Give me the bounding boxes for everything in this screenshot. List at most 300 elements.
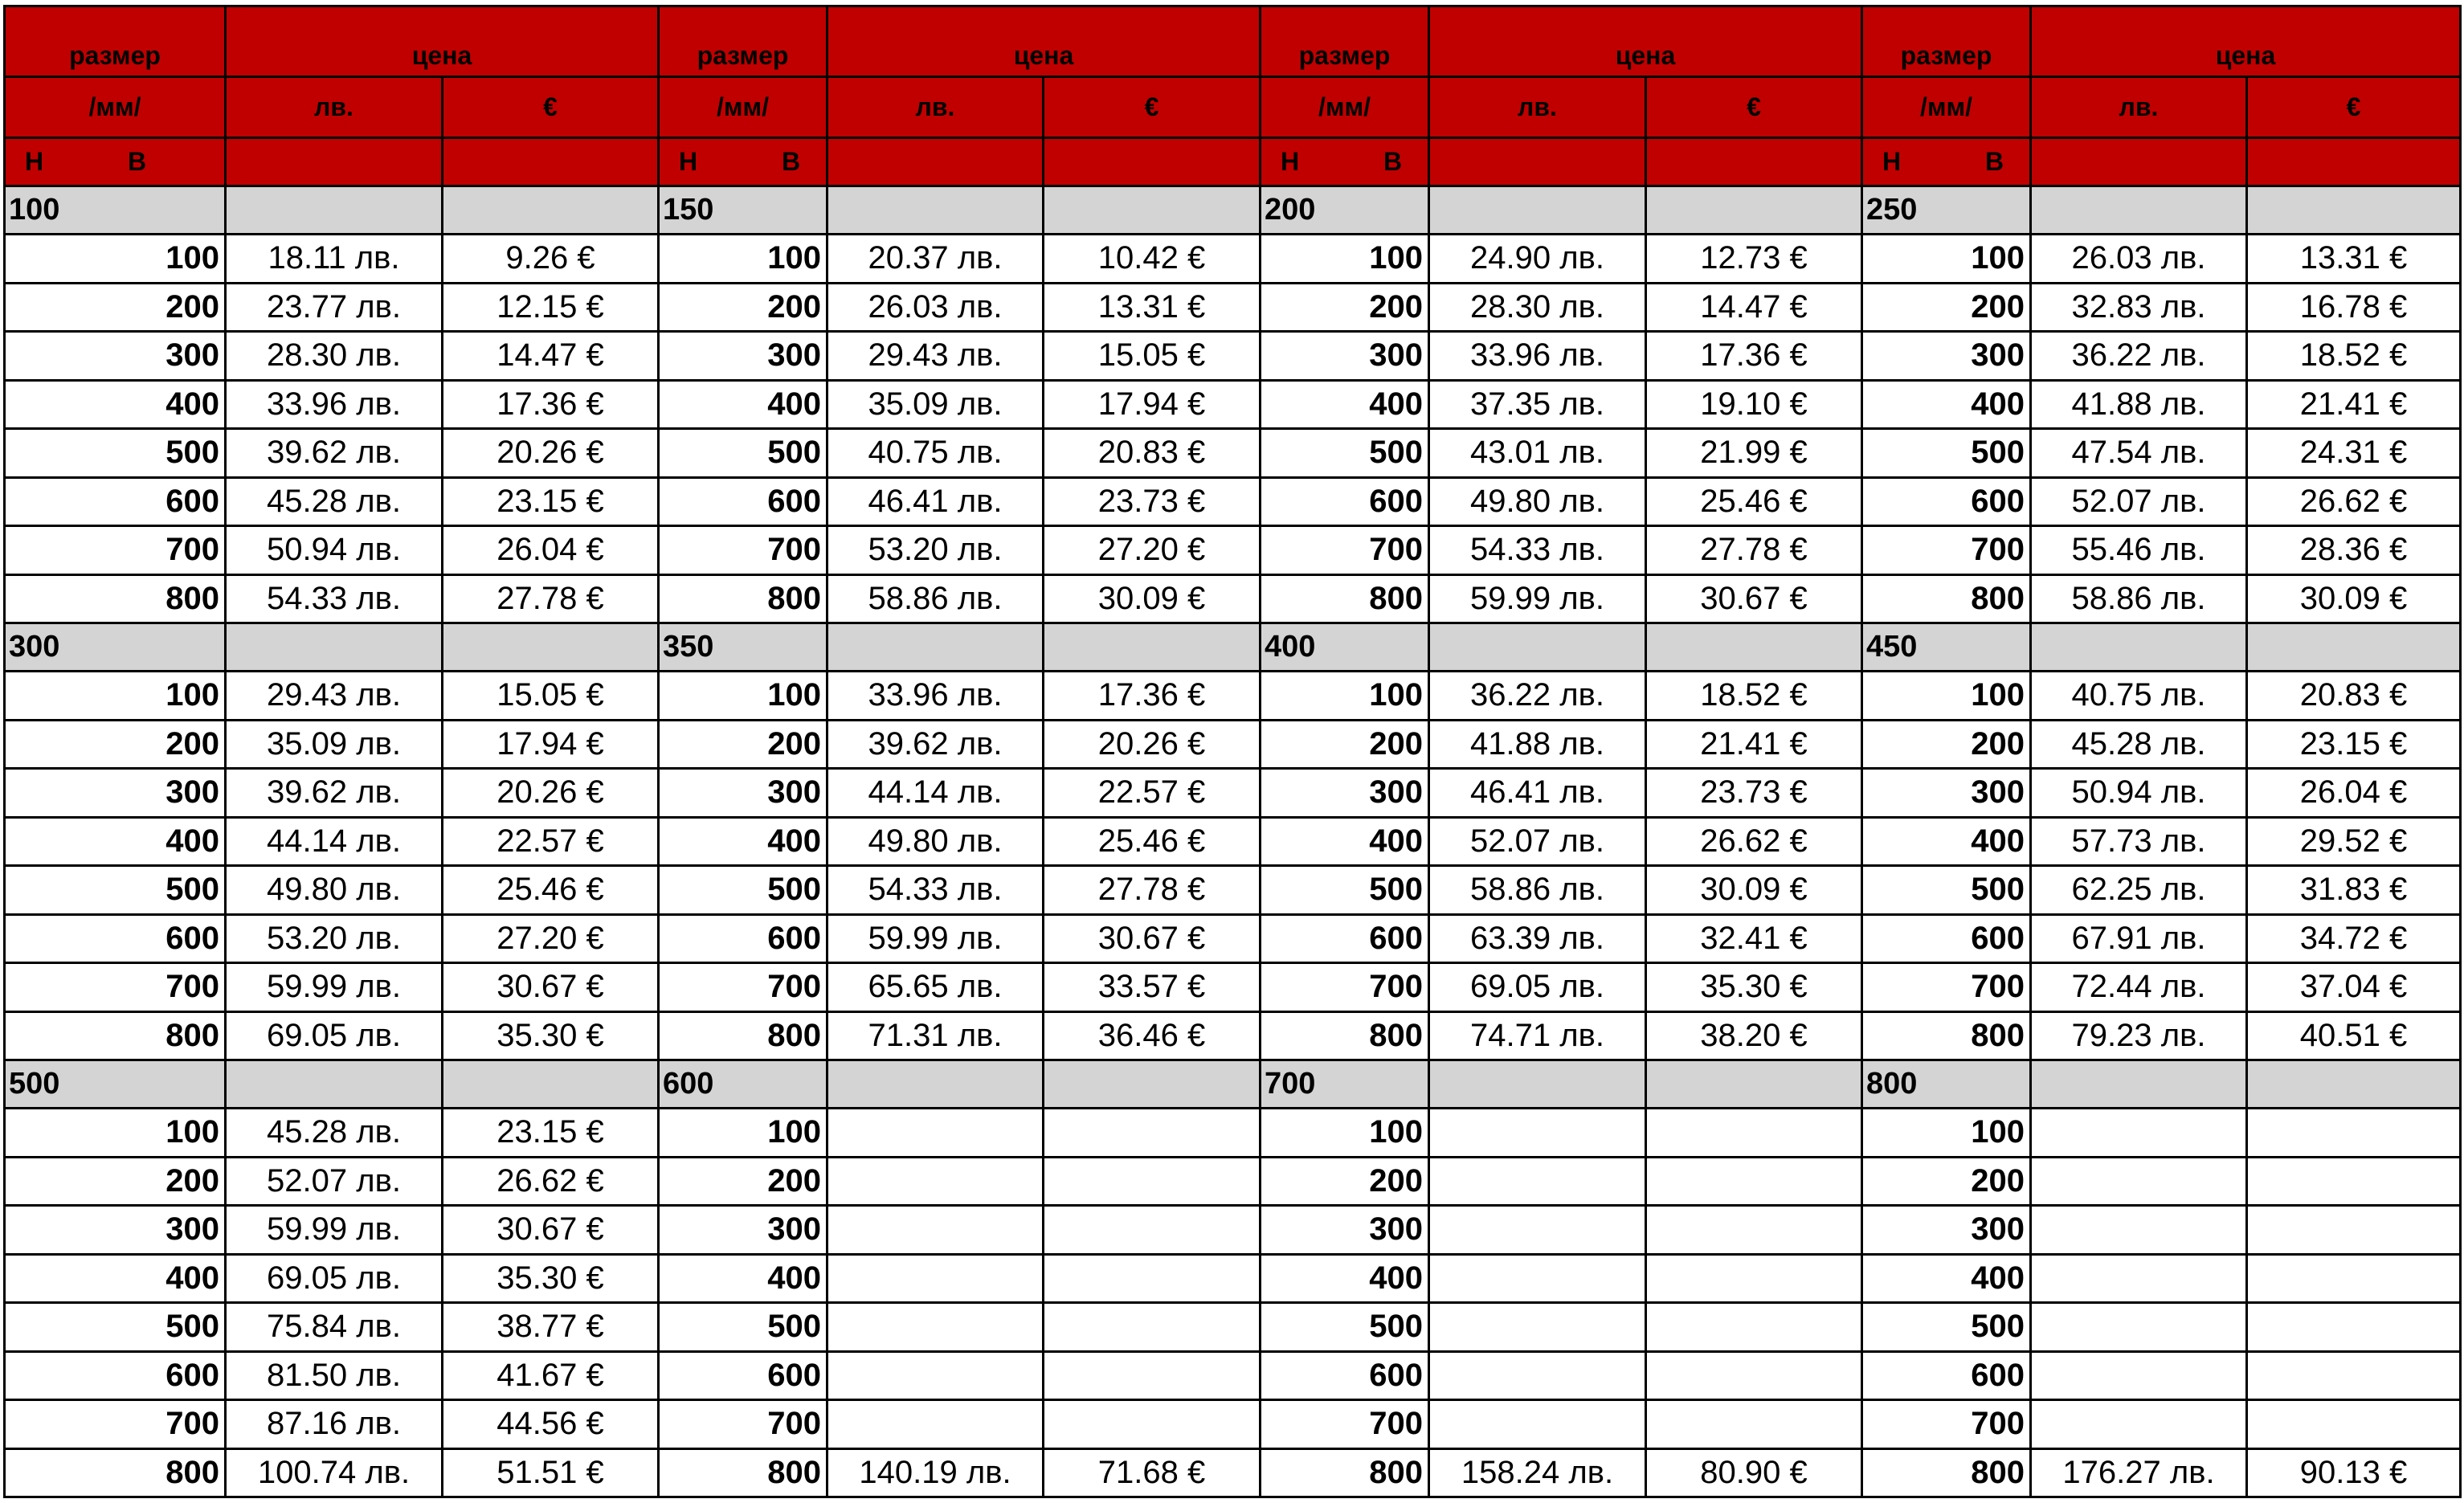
price-eur-cell <box>1044 1351 1261 1400</box>
price-header: цена <box>1429 6 1862 77</box>
height-cell: 700 <box>5 963 226 1012</box>
height-cell: 200 <box>1261 1157 1429 1206</box>
price-eur-cell <box>2247 1254 2461 1303</box>
price-eur-cell <box>1646 1206 1862 1255</box>
price-bgn-cell <box>2031 1109 2247 1158</box>
price-bgn-cell: 158.24 лв. <box>1429 1448 1646 1497</box>
price-bgn-cell: 49.80 лв. <box>827 817 1044 866</box>
price-bgn-cell <box>1429 1157 1646 1206</box>
price-bgn-cell: 52.07 лв. <box>2031 477 2247 526</box>
price-eur-cell <box>1044 1157 1261 1206</box>
price-eur-cell: 21.41 € <box>1646 720 1862 769</box>
table-row <box>5 1157 2461 1206</box>
price-bgn-cell: 45.28 лв. <box>2031 720 2247 769</box>
group-row <box>5 186 2461 235</box>
height-cell: 100 <box>659 1109 827 1158</box>
price-eur-cell: 27.78 € <box>443 574 659 623</box>
table-row <box>5 720 2461 769</box>
price-eur-cell: 15.05 € <box>1044 332 1261 381</box>
h-label: Н <box>1281 147 1300 176</box>
price-bgn-cell: 39.62 лв. <box>827 720 1044 769</box>
height-cell: 800 <box>1261 1448 1429 1497</box>
table-row <box>5 672 2461 721</box>
height-cell: 800 <box>659 1011 827 1060</box>
height-cell: 800 <box>659 574 827 623</box>
group-row <box>5 1060 2461 1109</box>
height-cell: 500 <box>1862 429 2031 478</box>
size-header: размер <box>1261 6 1429 77</box>
price-eur-cell: 80.90 € <box>1646 1448 1862 1497</box>
height-cell: 100 <box>1862 235 2031 284</box>
price-eur-cell: 18.52 € <box>2247 332 2461 381</box>
unit-header: /мм/ <box>1261 77 1429 138</box>
price-bgn-cell <box>827 1109 1044 1158</box>
price-eur-cell: 14.47 € <box>1646 283 1862 332</box>
price-bgn-cell: 100.74 лв. <box>226 1448 443 1497</box>
price-bgn-cell <box>2031 1206 2247 1255</box>
width-label: 600 <box>659 1060 827 1109</box>
price-eur-cell: 21.41 € <box>2247 380 2461 429</box>
height-cell: 100 <box>5 235 226 284</box>
price-eur-cell <box>2247 1400 2461 1449</box>
height-cell: 400 <box>659 380 827 429</box>
height-cell: 600 <box>5 477 226 526</box>
price-bgn-cell: 45.28 лв. <box>226 477 443 526</box>
price-eur-cell: 30.67 € <box>443 1206 659 1255</box>
price-eur-cell <box>1646 1254 1862 1303</box>
price-eur-cell: 25.46 € <box>1646 477 1862 526</box>
price-bgn-cell <box>827 1303 1044 1352</box>
price-eur-cell: 51.51 € <box>443 1448 659 1497</box>
hv-header <box>659 138 827 186</box>
height-cell: 700 <box>1261 963 1429 1012</box>
price-eur-cell: 17.94 € <box>1044 380 1261 429</box>
h-label: Н <box>679 147 698 176</box>
height-cell: 200 <box>5 283 226 332</box>
price-bgn-cell: 74.71 лв. <box>1429 1011 1646 1060</box>
price-eur-cell: 31.83 € <box>2247 866 2461 915</box>
unit-header: /мм/ <box>659 77 827 138</box>
height-cell: 500 <box>1261 1303 1429 1352</box>
height-cell: 700 <box>1862 526 2031 575</box>
price-bgn-cell: 63.39 лв. <box>1429 914 1646 963</box>
height-cell: 500 <box>5 429 226 478</box>
price-bgn-cell: 40.75 лв. <box>2031 672 2247 721</box>
height-cell: 300 <box>5 769 226 818</box>
price-eur-cell: 27.20 € <box>443 914 659 963</box>
price-eur-cell: 18.52 € <box>1646 672 1862 721</box>
height-cell: 500 <box>5 866 226 915</box>
price-eur-cell: 12.73 € <box>1646 235 1862 284</box>
price-bgn-cell: 58.86 лв. <box>1429 866 1646 915</box>
price-bgn-cell: 50.94 лв. <box>2031 769 2247 818</box>
table-row <box>5 1206 2461 1255</box>
price-eur-cell <box>1044 1303 1261 1352</box>
width-label: 200 <box>1261 186 1429 235</box>
height-cell: 300 <box>659 769 827 818</box>
price-eur-cell: 13.31 € <box>1044 283 1261 332</box>
price-bgn-cell <box>827 1206 1044 1255</box>
header-row-units <box>5 77 2461 138</box>
price-eur-cell: 13.31 € <box>2247 235 2461 284</box>
price-eur-cell: 12.15 € <box>443 283 659 332</box>
height-cell: 600 <box>1261 914 1429 963</box>
width-label: 700 <box>1261 1060 1429 1109</box>
price-eur-cell <box>1044 1400 1261 1449</box>
height-cell: 700 <box>1862 963 2031 1012</box>
height-cell: 500 <box>659 1303 827 1352</box>
price-bgn-cell: 35.09 лв. <box>226 720 443 769</box>
price-eur-cell: 40.51 € <box>2247 1011 2461 1060</box>
hv-header <box>1862 138 2031 186</box>
size-header: размер <box>1862 6 2031 77</box>
price-bgn-cell: 140.19 лв. <box>827 1448 1044 1497</box>
price-bgn-cell: 69.05 лв. <box>1429 963 1646 1012</box>
price-bgn-cell <box>2031 1400 2247 1449</box>
height-cell: 500 <box>659 866 827 915</box>
price-eur-cell: 23.15 € <box>2247 720 2461 769</box>
bgn-header: лв. <box>827 77 1044 138</box>
price-eur-cell: 33.57 € <box>1044 963 1261 1012</box>
height-cell: 300 <box>1862 1206 2031 1255</box>
height-cell: 300 <box>5 1206 226 1255</box>
price-eur-cell: 30.09 € <box>1646 866 1862 915</box>
height-cell: 100 <box>659 672 827 721</box>
height-cell: 100 <box>5 672 226 721</box>
height-cell: 400 <box>5 817 226 866</box>
price-bgn-cell: 79.23 лв. <box>2031 1011 2247 1060</box>
price-bgn-cell: 59.99 лв. <box>827 914 1044 963</box>
price-bgn-cell: 41.88 лв. <box>1429 720 1646 769</box>
price-bgn-cell: 41.88 лв. <box>2031 380 2247 429</box>
price-eur-cell: 34.72 € <box>2247 914 2461 963</box>
height-cell: 700 <box>659 963 827 1012</box>
width-label: 800 <box>1862 1060 2031 1109</box>
height-cell: 800 <box>1862 1448 2031 1497</box>
price-bgn-cell: 46.41 лв. <box>1429 769 1646 818</box>
height-cell: 300 <box>1261 1206 1429 1255</box>
price-bgn-cell: 53.20 лв. <box>827 526 1044 575</box>
price-bgn-cell <box>1429 1109 1646 1158</box>
width-label: 150 <box>659 186 827 235</box>
price-bgn-cell: 71.31 лв. <box>827 1011 1044 1060</box>
price-eur-cell: 32.41 € <box>1646 914 1862 963</box>
unit-header: /мм/ <box>1862 77 2031 138</box>
height-cell: 400 <box>659 1254 827 1303</box>
price-eur-cell: 30.09 € <box>2247 574 2461 623</box>
header-row-size-price <box>5 6 2461 77</box>
price-bgn-cell: 36.22 лв. <box>2031 332 2247 381</box>
price-bgn-cell: 49.80 лв. <box>226 866 443 915</box>
price-eur-cell <box>1044 1206 1261 1255</box>
table-row <box>5 1109 2461 1158</box>
width-label: 400 <box>1261 623 1429 672</box>
price-eur-cell: 30.67 € <box>1044 914 1261 963</box>
price-bgn-cell: 69.05 лв. <box>226 1254 443 1303</box>
price-bgn-cell: 33.96 лв. <box>1429 332 1646 381</box>
v-label: В <box>782 147 801 176</box>
table-row <box>5 1400 2461 1449</box>
price-bgn-cell <box>1429 1206 1646 1255</box>
price-eur-cell <box>1646 1351 1862 1400</box>
price-eur-cell: 20.26 € <box>1044 720 1261 769</box>
price-eur-cell: 20.26 € <box>443 429 659 478</box>
price-eur-cell: 10.42 € <box>1044 235 1261 284</box>
price-eur-cell <box>1646 1157 1862 1206</box>
price-eur-cell: 25.46 € <box>443 866 659 915</box>
price-eur-cell <box>2247 1157 2461 1206</box>
price-eur-cell: 26.62 € <box>1646 817 1862 866</box>
price-bgn-cell: 33.96 лв. <box>226 380 443 429</box>
height-cell: 400 <box>1261 380 1429 429</box>
height-cell: 300 <box>5 332 226 381</box>
table-row <box>5 1011 2461 1060</box>
height-cell: 400 <box>5 380 226 429</box>
height-cell: 500 <box>1261 429 1429 478</box>
price-bgn-cell <box>2031 1303 2247 1352</box>
price-bgn-cell <box>1429 1351 1646 1400</box>
price-eur-cell: 17.36 € <box>1044 672 1261 721</box>
price-eur-cell <box>2247 1206 2461 1255</box>
price-bgn-cell <box>1429 1254 1646 1303</box>
price-bgn-cell: 37.35 лв. <box>1429 380 1646 429</box>
price-header: цена <box>2031 6 2461 77</box>
height-cell: 500 <box>1862 1303 2031 1352</box>
price-bgn-cell: 69.05 лв. <box>226 1011 443 1060</box>
price-eur-cell <box>2247 1351 2461 1400</box>
price-eur-cell: 38.77 € <box>443 1303 659 1352</box>
price-eur-cell: 30.67 € <box>1646 574 1862 623</box>
price-bgn-cell: 40.75 лв. <box>827 429 1044 478</box>
height-cell: 200 <box>1862 283 2031 332</box>
price-eur-cell: 23.15 € <box>443 1109 659 1158</box>
height-cell: 400 <box>1261 1254 1429 1303</box>
height-cell: 400 <box>659 817 827 866</box>
table-row <box>5 914 2461 963</box>
height-cell: 700 <box>1862 1400 2031 1449</box>
table-row <box>5 963 2461 1012</box>
price-bgn-cell <box>2031 1351 2247 1400</box>
price-eur-cell: 22.57 € <box>443 817 659 866</box>
height-cell: 600 <box>1862 914 2031 963</box>
eur-header: € <box>1044 77 1261 138</box>
table-row <box>5 574 2461 623</box>
price-bgn-cell: 18.11 лв. <box>226 235 443 284</box>
height-cell: 400 <box>1862 817 2031 866</box>
price-eur-cell <box>1646 1303 1862 1352</box>
price-bgn-cell: 55.46 лв. <box>2031 526 2247 575</box>
price-bgn-cell: 28.30 лв. <box>226 332 443 381</box>
price-eur-cell: 16.78 € <box>2247 283 2461 332</box>
price-bgn-cell: 43.01 лв. <box>1429 429 1646 478</box>
height-cell: 100 <box>1261 1109 1429 1158</box>
price-table <box>3 5 2462 1498</box>
height-cell: 800 <box>5 1448 226 1497</box>
price-eur-cell: 26.04 € <box>443 526 659 575</box>
price-eur-cell: 26.04 € <box>2247 769 2461 818</box>
price-header: цена <box>827 6 1261 77</box>
height-cell: 200 <box>659 1157 827 1206</box>
price-eur-cell: 20.26 € <box>443 769 659 818</box>
price-eur-cell <box>1044 1109 1261 1158</box>
price-eur-cell <box>1044 1254 1261 1303</box>
hv-header <box>1261 138 1429 186</box>
price-eur-cell: 17.36 € <box>1646 332 1862 381</box>
price-header: цена <box>226 6 659 77</box>
price-bgn-cell: 44.14 лв. <box>827 769 1044 818</box>
price-bgn-cell <box>2031 1157 2247 1206</box>
height-cell: 600 <box>1862 1351 2031 1400</box>
height-cell: 500 <box>5 1303 226 1352</box>
bgn-header: лв. <box>226 77 443 138</box>
h-label: Н <box>25 147 44 176</box>
price-bgn-cell <box>1429 1303 1646 1352</box>
table-row <box>5 769 2461 818</box>
price-bgn-cell: 29.43 лв. <box>827 332 1044 381</box>
price-bgn-cell: 54.33 лв. <box>226 574 443 623</box>
price-bgn-cell: 26.03 лв. <box>827 283 1044 332</box>
price-eur-cell: 9.26 € <box>443 235 659 284</box>
price-bgn-cell: 39.62 лв. <box>226 429 443 478</box>
table-row <box>5 526 2461 575</box>
height-cell: 800 <box>5 574 226 623</box>
price-bgn-cell: 87.16 лв. <box>226 1400 443 1449</box>
price-eur-cell: 14.47 € <box>443 332 659 381</box>
v-label: В <box>128 147 147 176</box>
height-cell: 400 <box>5 1254 226 1303</box>
hv-header <box>5 138 226 186</box>
table-row <box>5 235 2461 284</box>
price-bgn-cell: 35.09 лв. <box>827 380 1044 429</box>
height-cell: 400 <box>1862 380 2031 429</box>
v-label: В <box>1985 147 2004 176</box>
price-bgn-cell: 47.54 лв. <box>2031 429 2247 478</box>
height-cell: 600 <box>659 1351 827 1400</box>
bgn-header: лв. <box>1429 77 1646 138</box>
height-cell: 200 <box>5 720 226 769</box>
height-cell: 200 <box>659 283 827 332</box>
price-bgn-cell: 44.14 лв. <box>226 817 443 866</box>
table-row <box>5 866 2461 915</box>
table-row <box>5 1254 2461 1303</box>
price-bgn-cell <box>827 1351 1044 1400</box>
price-eur-cell: 24.31 € <box>2247 429 2461 478</box>
height-cell: 100 <box>1261 235 1429 284</box>
price-bgn-cell: 24.90 лв. <box>1429 235 1646 284</box>
price-eur-cell: 41.67 € <box>443 1351 659 1400</box>
price-eur-cell <box>2247 1109 2461 1158</box>
price-eur-cell: 36.46 € <box>1044 1011 1261 1060</box>
width-label: 250 <box>1862 186 2031 235</box>
price-bgn-cell <box>827 1254 1044 1303</box>
height-cell: 100 <box>1862 1109 2031 1158</box>
size-header: размер <box>5 6 226 77</box>
price-eur-cell: 35.30 € <box>1646 963 1862 1012</box>
eur-header: € <box>1646 77 1862 138</box>
width-label: 100 <box>5 186 226 235</box>
height-cell: 800 <box>1862 574 2031 623</box>
height-cell: 100 <box>1261 672 1429 721</box>
price-eur-cell: 26.62 € <box>2247 477 2461 526</box>
unit-header: /мм/ <box>5 77 226 138</box>
price-bgn-cell: 36.22 лв. <box>1429 672 1646 721</box>
height-cell: 100 <box>659 235 827 284</box>
price-bgn-cell: 59.99 лв. <box>226 963 443 1012</box>
height-cell: 300 <box>1862 332 2031 381</box>
price-eur-cell: 28.36 € <box>2247 526 2461 575</box>
height-cell: 400 <box>1261 817 1429 866</box>
price-eur-cell: 27.78 € <box>1044 866 1261 915</box>
price-bgn-cell: 45.28 лв. <box>226 1109 443 1158</box>
price-bgn-cell: 50.94 лв. <box>226 526 443 575</box>
price-eur-cell: 37.04 € <box>2247 963 2461 1012</box>
height-cell: 800 <box>1862 1011 2031 1060</box>
header-row-hv <box>5 138 2461 186</box>
height-cell: 300 <box>1261 332 1429 381</box>
height-cell: 700 <box>5 1400 226 1449</box>
price-bgn-cell: 29.43 лв. <box>226 672 443 721</box>
price-eur-cell: 44.56 € <box>443 1400 659 1449</box>
h-label: Н <box>1882 147 1902 176</box>
table-row <box>5 1303 2461 1352</box>
price-bgn-cell: 67.91 лв. <box>2031 914 2247 963</box>
height-cell: 200 <box>1862 1157 2031 1206</box>
price-bgn-cell: 59.99 лв. <box>226 1206 443 1255</box>
table-row <box>5 332 2461 381</box>
height-cell: 700 <box>1261 1400 1429 1449</box>
price-eur-cell: 27.78 € <box>1646 526 1862 575</box>
height-cell: 500 <box>1862 866 2031 915</box>
width-label: 500 <box>5 1060 226 1109</box>
group-row <box>5 623 2461 672</box>
height-cell: 600 <box>1261 477 1429 526</box>
price-eur-cell: 23.15 € <box>443 477 659 526</box>
height-cell: 400 <box>1862 1254 2031 1303</box>
price-bgn-cell <box>2031 1254 2247 1303</box>
price-eur-cell: 23.73 € <box>1044 477 1261 526</box>
price-bgn-cell: 53.20 лв. <box>226 914 443 963</box>
height-cell: 200 <box>1261 283 1429 332</box>
price-bgn-cell: 65.65 лв. <box>827 963 1044 1012</box>
bgn-header: лв. <box>2031 77 2247 138</box>
price-eur-cell: 35.30 € <box>443 1254 659 1303</box>
price-bgn-cell: 39.62 лв. <box>226 769 443 818</box>
price-bgn-cell: 23.77 лв. <box>226 283 443 332</box>
height-cell: 600 <box>5 1351 226 1400</box>
price-bgn-cell: 62.25 лв. <box>2031 866 2247 915</box>
price-bgn-cell: 59.99 лв. <box>1429 574 1646 623</box>
price-eur-cell: 15.05 € <box>443 672 659 721</box>
price-bgn-cell <box>827 1157 1044 1206</box>
price-eur-cell: 38.20 € <box>1646 1011 1862 1060</box>
price-bgn-cell: 49.80 лв. <box>1429 477 1646 526</box>
price-bgn-cell <box>827 1400 1044 1449</box>
height-cell: 600 <box>5 914 226 963</box>
price-eur-cell: 17.36 € <box>443 380 659 429</box>
price-bgn-cell: 54.33 лв. <box>827 866 1044 915</box>
price-bgn-cell <box>1429 1400 1646 1449</box>
price-bgn-cell: 20.37 лв. <box>827 235 1044 284</box>
price-bgn-cell: 57.73 лв. <box>2031 817 2247 866</box>
price-bgn-cell: 81.50 лв. <box>226 1351 443 1400</box>
price-eur-cell: 17.94 € <box>443 720 659 769</box>
price-eur-cell: 19.10 € <box>1646 380 1862 429</box>
price-eur-cell: 35.30 € <box>443 1011 659 1060</box>
price-bgn-cell: 33.96 лв. <box>827 672 1044 721</box>
height-cell: 200 <box>1261 720 1429 769</box>
eur-header: € <box>2247 77 2461 138</box>
height-cell: 600 <box>659 914 827 963</box>
